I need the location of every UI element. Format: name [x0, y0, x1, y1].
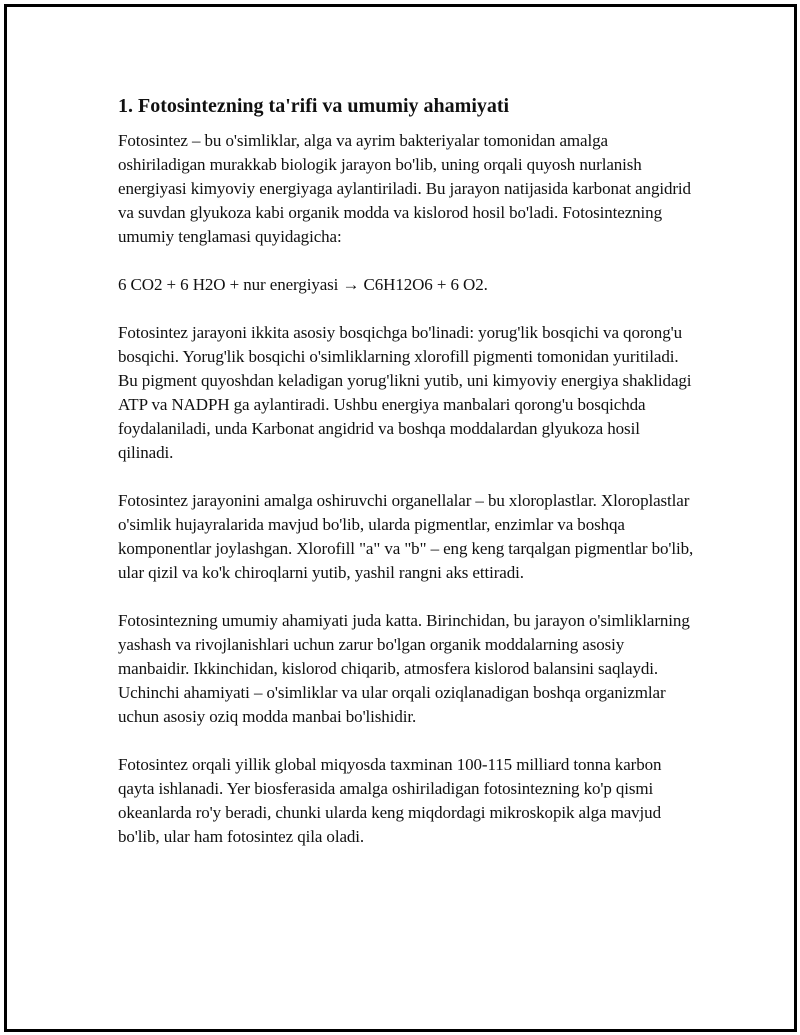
paragraph-stages: Fotosintez jarayoni ikkita asosiy bosqichga bo'linadi: yorug'lik bosqichi va qorong'u bosqichi. Yorug'lik bosqichi o'simliklarning xlorofill pigmenti tomonidan yuritiladi. Bu pigment quyoshdan keladigan yorug'likni yutib, uni kimyoviy energiya shaklidagi ATP va NADPH ga aylantiradi. Ushbu energiya manbalari qorong'u bosqichda foydalaniladi, unda Karbonat angidrid va boshqa moddalardan glyukoza hosil qilinadi. [118, 323, 692, 462]
paragraph-definition: Fotosintez – bu o'simliklar, alga va ayrim bakteriyalar tomonidan amalga oshiriladigan murakkab biologik jarayon bo'lib, uning orqali quyosh nurlanish energiyasi kimyoviy energiyaga aylantiriladi. Bu jarayon natijasida karbonat angidrid va suvdan glyukoza kabi organik modda va kislorod hosil bo'ladi. Fotosintezning umumiy tenglamasi quyidagicha: [118, 131, 691, 246]
paragraph-chloroplasts: Fotosintez jarayonini amalga oshiruvchi organellalar – bu xloroplastlar. Xloroplastlar o'simlik hujayralarida mavjud bo'lib, ularda pigmentlar, enzimlar va boshqa komponentlar joylashgan. Xlorofill "a" va "b" – eng keng tarqalgan pigmentlar bo'lib, ular qizil va ko'k chiroqlarni yutib, yashil rangni aks ettiradi. [118, 491, 694, 582]
document-body [118, 92, 698, 873]
paragraph-global-carbon: Fotosintez orqali yillik global miqyosda taxminan 100-115 milliard tonna karbon qayta ishlanadi. Yer biosferasida amalga oshiriladigan fotosintezning ko'p qismi okeanlarda ro'y beradi, chunki ularda keng miqdordagi mikroskopik alga mavjud bo'lib, ular ham fotosintez qila oladi. [118, 755, 662, 846]
paragraph-significance: Fotosintezning umumiy ahamiyati juda katta. Birinchidan, bu jarayon o'simliklarning yashash va rivojlanishlari uchun zarur bo'lgan organik moddalarning asosiy manbaidir. Ikkinchidan, kislorod chiqarib, atmosfera kislorod balansini saqlaydi. Uchinchi ahamiyati – o'simliklar va ular orqali oziqlanadigan boshqa organizmlar uchun asosiy oziq modda manbai bo'lishidir. [118, 611, 690, 726]
photosynthesis-equation: 6 CO2 + 6 H2O + nur energiyasi → C6H12O6 + 6 O2. [118, 275, 488, 294]
section-heading: 1. Fotosintezning ta'rifi va umumiy ahamiyati [118, 95, 510, 117]
